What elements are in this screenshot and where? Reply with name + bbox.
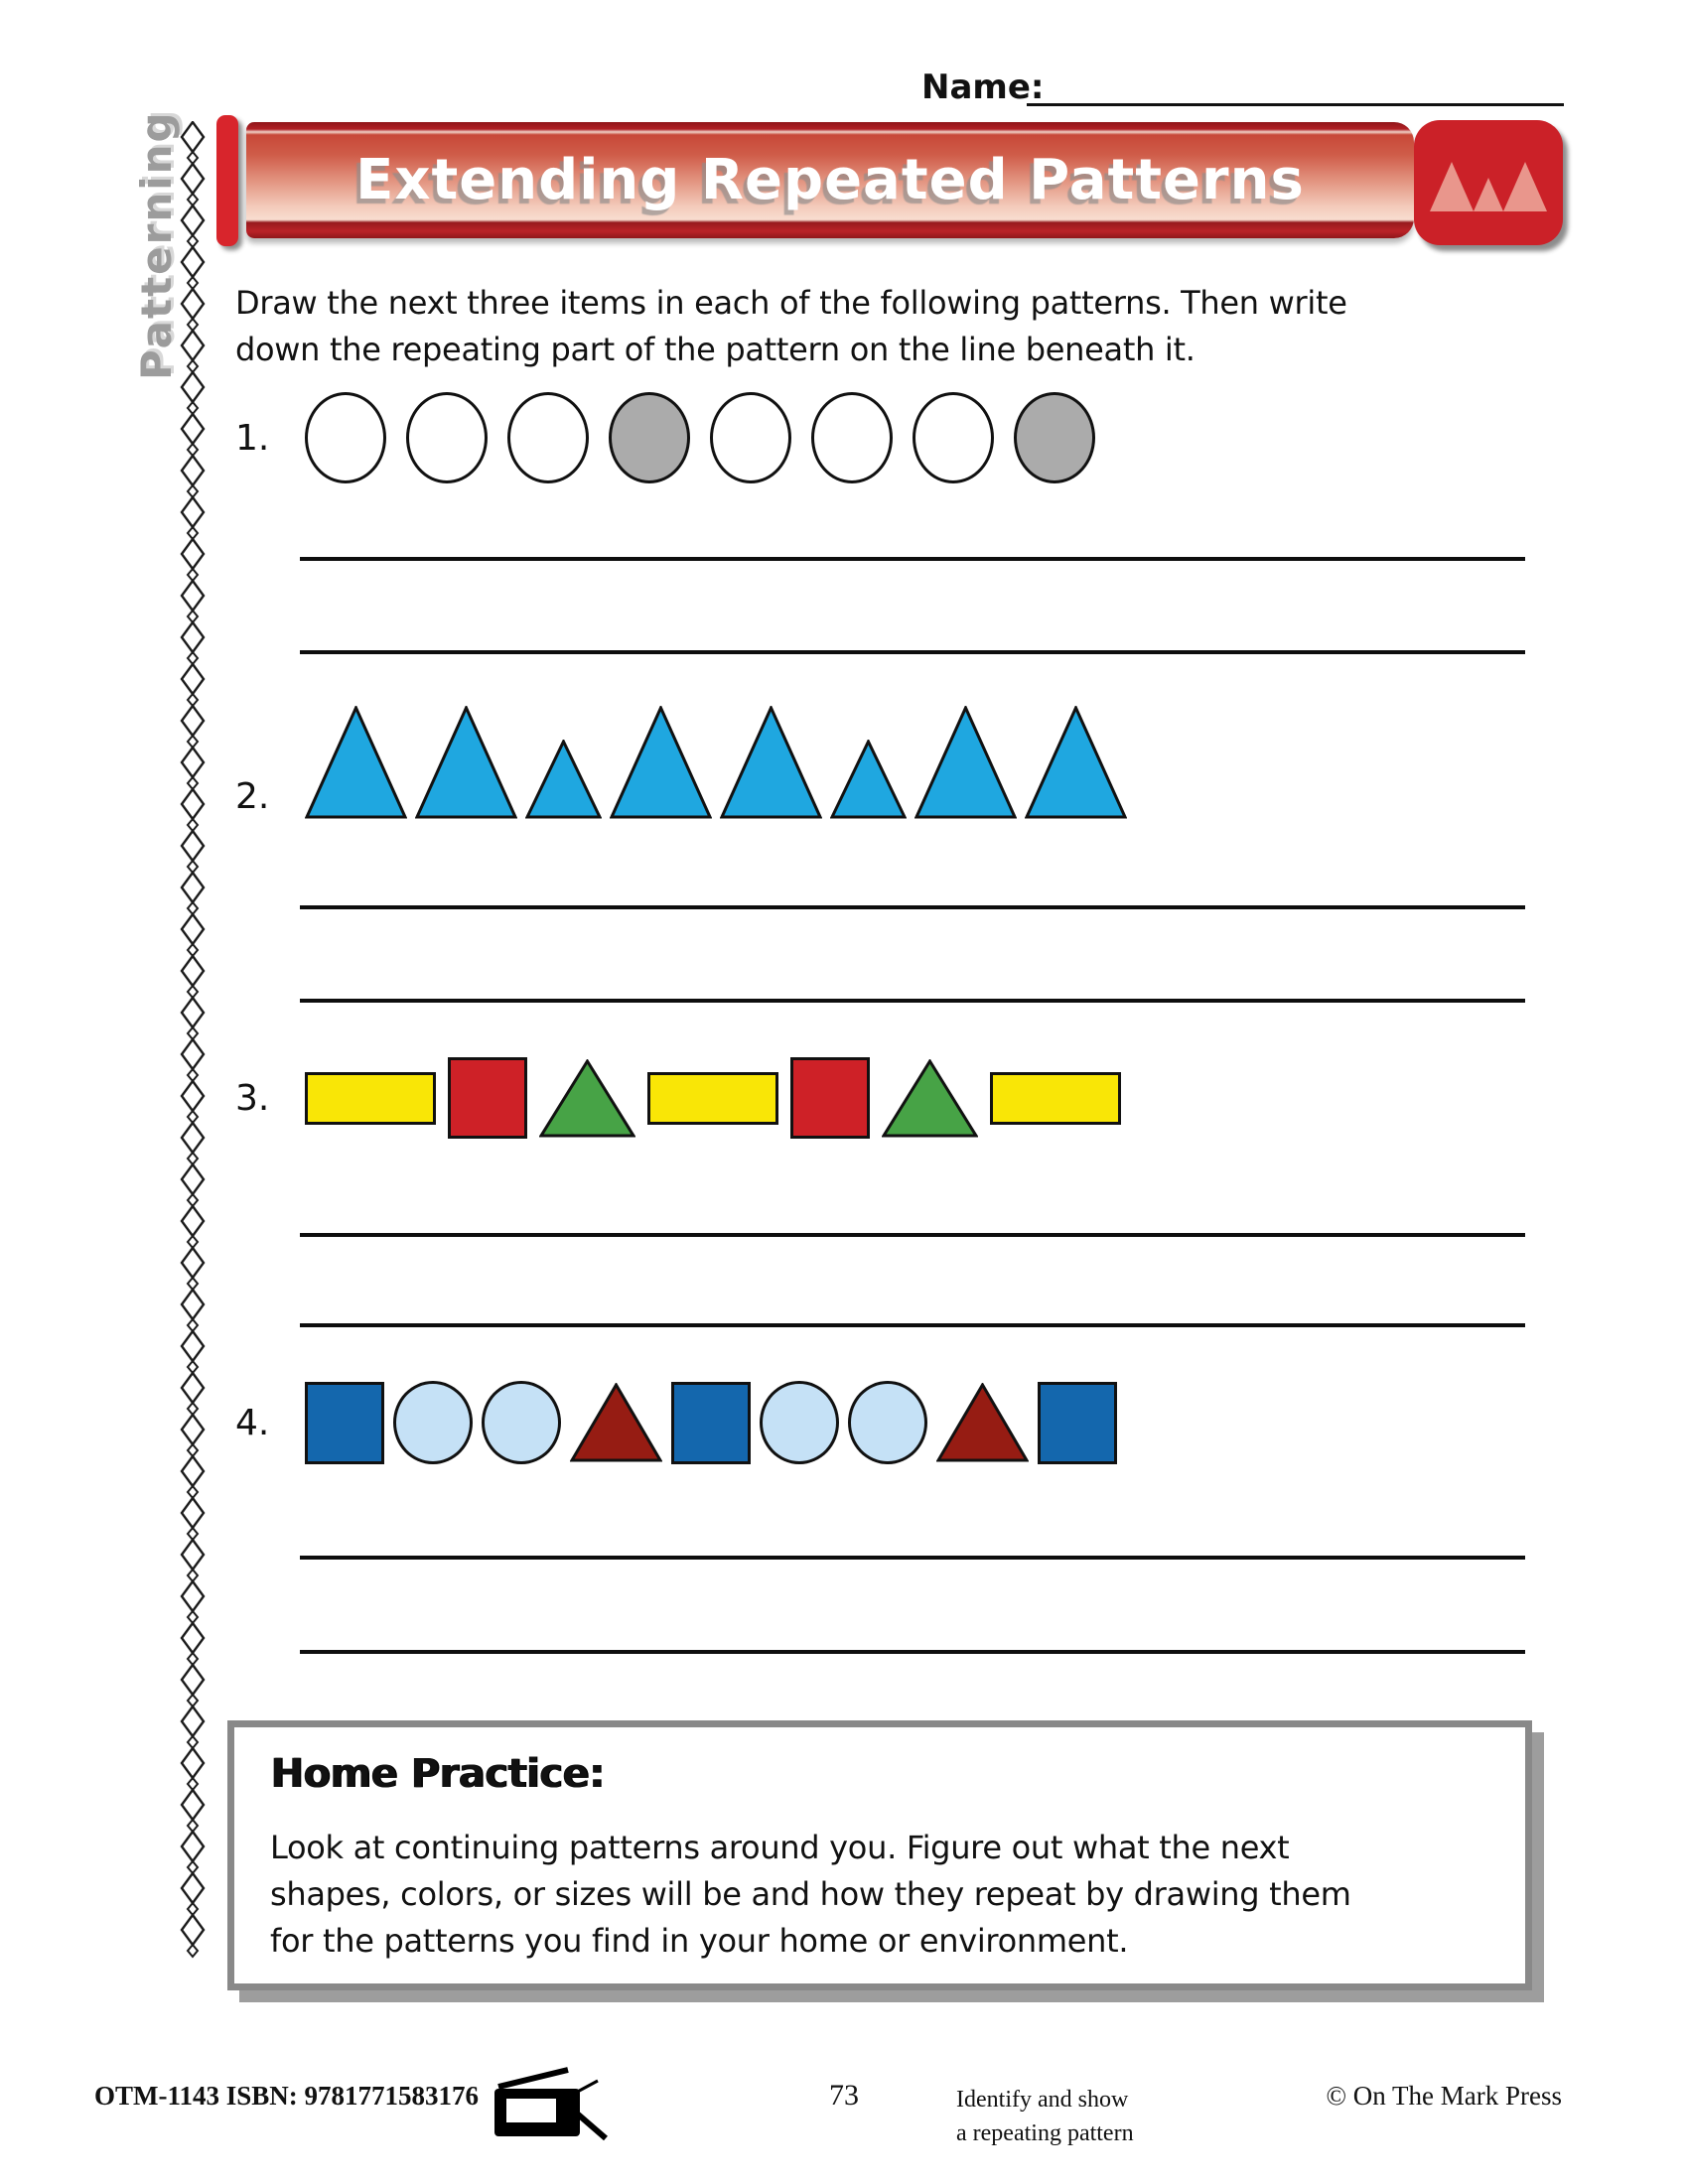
- answer-line-1[interactable]: [300, 557, 1525, 561]
- pattern-2-shape-7-triangle: [914, 706, 1017, 819]
- page-footer: [0, 2067, 1688, 2166]
- name-label: Name:: [921, 68, 1045, 107]
- answer-line-4[interactable]: [300, 999, 1525, 1003]
- pattern-2-shape-5-triangle: [720, 706, 822, 819]
- footer-skill-note: [956, 2083, 1134, 2150]
- pattern-row-2: [235, 706, 1127, 819]
- pattern-4-shape-3-ellipse: [482, 1381, 561, 1464]
- answer-line-8[interactable]: [300, 1650, 1525, 1654]
- answer-line-2[interactable]: [300, 650, 1525, 654]
- pattern-4-shape-8-triangle: [936, 1383, 1029, 1462]
- pattern-2-shape-6-triangle: [830, 740, 907, 819]
- name-input-line[interactable]: [1027, 73, 1564, 106]
- pattern-1-shape-3-ellipse: [507, 392, 589, 483]
- pattern-4-shapes: [305, 1381, 1117, 1464]
- pattern-4-shape-5-rect: [671, 1382, 751, 1464]
- pattern-1-shape-5-ellipse: [710, 392, 791, 483]
- pattern-2-shape-1-triangle: [305, 706, 407, 819]
- pattern-2-number: 2.: [235, 776, 270, 817]
- pattern-3-shape-4-rect: [647, 1072, 778, 1125]
- pattern-1-number: 1.: [235, 417, 270, 459]
- pattern-4-shape-2-ellipse: [393, 1381, 473, 1464]
- footer-skill-note-line-1: Identify and show: [956, 2087, 1129, 2113]
- pattern-3-shapes: [305, 1057, 1121, 1139]
- home-practice-box: [227, 1720, 1532, 1990]
- pattern-4-shape-4-triangle: [570, 1383, 662, 1462]
- pattern-row-3: [235, 1057, 1121, 1139]
- pattern-4-shape-9-rect: [1038, 1382, 1117, 1464]
- pattern-1-shapes: [305, 392, 1095, 483]
- title-banner: [246, 122, 1414, 238]
- pattern-1-shape-8-ellipse: [1014, 392, 1095, 483]
- photocopier-icon: [489, 2067, 608, 2151]
- pattern-row-1: [235, 392, 1095, 483]
- pattern-2-shape-3-triangle: [525, 740, 602, 819]
- pattern-1-shape-6-ellipse: [811, 392, 893, 483]
- triangle-pattern-icon: [1414, 120, 1563, 245]
- footer-isbn-code: OTM-1143 ISBN: 9781771583176: [94, 2081, 480, 2111]
- pattern-3-shape-5-rect: [790, 1057, 870, 1139]
- pattern-3-shape-1-rect: [305, 1072, 436, 1125]
- pattern-3-shape-2-rect: [448, 1057, 527, 1139]
- home-practice-line-3: for the patterns you find in your home or environment.: [270, 1922, 1129, 1960]
- page-number: 73: [829, 2079, 859, 2112]
- home-practice-body: [270, 1825, 1489, 1965]
- answer-line-6[interactable]: [300, 1323, 1525, 1327]
- pattern-2-shapes: [305, 706, 1127, 819]
- footer-copyright: © On The Mark Press: [1326, 2081, 1562, 2111]
- pattern-2-shape-2-triangle: [415, 706, 517, 819]
- pattern-2-shape-4-triangle: [610, 706, 712, 819]
- sidebar-patterning-label: Patterning: [132, 110, 181, 380]
- home-practice-heading: Home Practice:: [270, 1751, 605, 1797]
- instructions-line-1: Draw the next three items in each of the following patterns. Then write: [235, 284, 1347, 322]
- diamond-chain-decoration: [176, 121, 210, 1976]
- answer-line-5[interactable]: [300, 1233, 1525, 1237]
- instructions-line-2: down the repeating part of the pattern on the line beneath it.: [235, 331, 1196, 368]
- footer-skill-note-line-2: a repeating pattern: [956, 2120, 1134, 2146]
- answer-line-3[interactable]: [300, 905, 1525, 909]
- pattern-4-shape-1-rect: [305, 1382, 384, 1464]
- home-practice-line-2: shapes, colors, or sizes will be and how they repeat by drawing them: [270, 1875, 1351, 1913]
- home-practice-line-1: Look at continuing patterns around you. Figure out what the next: [270, 1829, 1290, 1866]
- pattern-3-shape-7-rect: [990, 1072, 1121, 1125]
- pattern-2-shape-8-triangle: [1025, 706, 1127, 819]
- pattern-1-shape-2-ellipse: [406, 392, 488, 483]
- pattern-3-shape-6-triangle: [882, 1059, 978, 1138]
- page-title: Extending Repeated Patterns: [355, 148, 1305, 212]
- answer-line-7[interactable]: [300, 1556, 1525, 1560]
- pattern-4-shape-7-ellipse: [848, 1381, 927, 1464]
- pattern-4-shape-6-ellipse: [760, 1381, 839, 1464]
- pattern-1-shape-7-ellipse: [913, 392, 994, 483]
- banner-accent-bar: [216, 115, 238, 246]
- pattern-4-number: 4.: [235, 1402, 270, 1443]
- pattern-1-shape-4-ellipse: [609, 392, 690, 483]
- pattern-3-number: 3.: [235, 1077, 270, 1119]
- pattern-3-shape-3-triangle: [539, 1059, 635, 1138]
- triangle-pattern-icon-glyphs: [1414, 120, 1563, 245]
- pattern-row-4: [235, 1381, 1117, 1464]
- instructions: [235, 280, 1556, 373]
- pattern-1-shape-1-ellipse: [305, 392, 386, 483]
